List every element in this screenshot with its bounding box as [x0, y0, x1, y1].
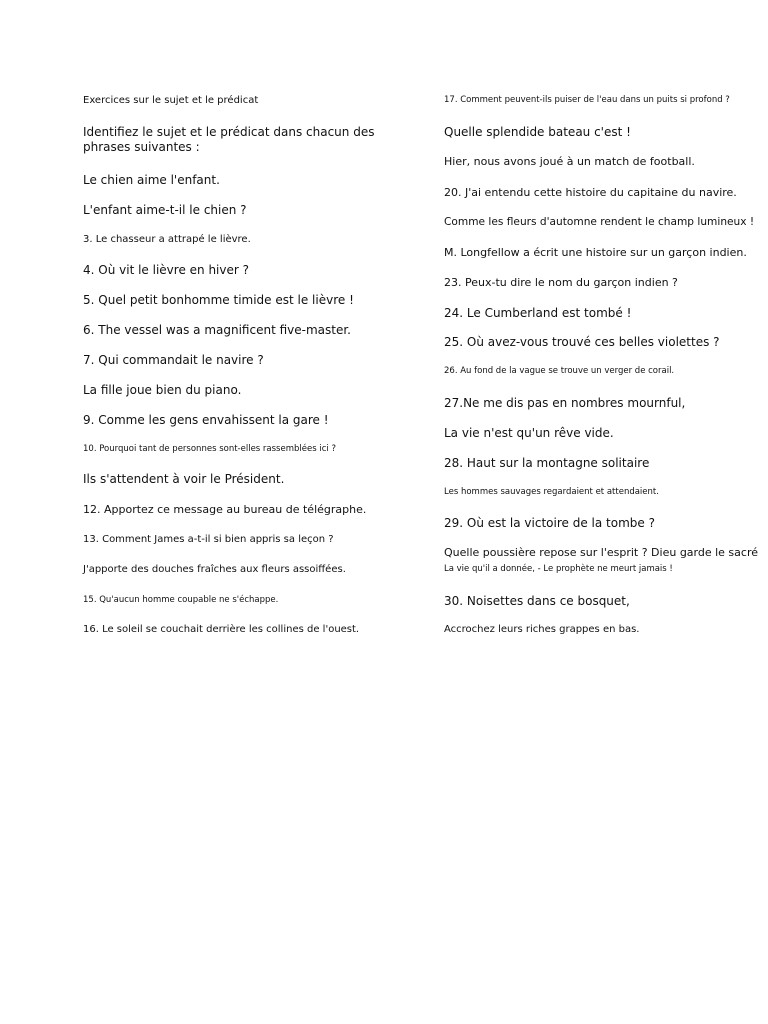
sentence-18: Quelle splendide bateau c'est !: [444, 125, 631, 139]
instructions: Identifiez le sujet et le prédicat dans chacun des phrases suivantes :: [83, 125, 375, 154]
sentence-13: 13. Comment James a-t-il si bien appris sa leçon ?: [83, 534, 334, 545]
sentence-3: 3. Le chasseur a attrapé le lièvre.: [83, 234, 251, 245]
sentence-14: J'apporte des douches fraîches aux fleurs assoiffées.: [83, 564, 346, 575]
sentence-29: 29. Où est la victoire de la tombe ?: [444, 516, 655, 530]
sentence-30b: Accrochez leurs riches grappes en bas.: [444, 624, 640, 635]
sentence-26: 26. Au fond de la vague se trouve un verger de corail.: [444, 366, 675, 376]
sentence-15: 15. Qu'aucun homme coupable ne s'échappe.: [83, 595, 279, 605]
sentence-20: 20. J'ai entendu cette histoire du capitaine du navire.: [444, 186, 737, 199]
sentence-11: Ils s'attendent à voir le Président.: [83, 472, 285, 486]
sentence-28b: Les hommes sauvages regardaient et attendaient.: [444, 487, 659, 497]
sentence-1: Le chien aime l'enfant.: [83, 173, 220, 187]
sentence-28: 28. Haut sur la montagne solitaire: [444, 456, 650, 470]
sentence-2: L'enfant aime-t-il le chien ?: [83, 203, 247, 217]
sentence-5: 5. Quel petit bonhomme timide est le lièvre !: [83, 293, 354, 307]
sentence-12: 12. Apportez ce message au bureau de télégraphe.: [83, 503, 367, 516]
sentence-21: Comme les fleurs d'automne rendent le champ lumineux !: [444, 216, 755, 228]
sentence-23: 23. Peux-tu dire le nom du garçon indien ?: [444, 276, 678, 289]
sentence-4: 4. Où vit le lièvre en hiver ?: [83, 263, 249, 277]
sentence-17: 17. Comment peuvent-ils puiser de l'eau dans un puits si profond ?: [444, 95, 730, 105]
sentence-25: 25. Où avez-vous trouvé ces belles violettes ?: [444, 335, 720, 349]
sentence-19: Hier, nous avons joué à un match de football.: [444, 155, 695, 168]
sentence-16: 16. Le soleil se couchait derrière les collines de l'ouest.: [83, 624, 360, 635]
sentence-22: M. Longfellow a écrit une histoire sur un garçon indien.: [444, 246, 747, 259]
sentence-9: 9. Comme les gens envahissent la gare !: [83, 413, 329, 427]
sentence-8: La fille joue bien du piano.: [83, 383, 242, 397]
sentence-29b: Quelle poussière repose sur l'esprit ? Dieu garde le sacré: [444, 546, 758, 559]
sentence-24: 24. Le Cumberland est tombé !: [444, 306, 632, 320]
sentence-27b: La vie n'est qu'un rêve vide.: [444, 426, 614, 440]
sentence-27: 27.Ne me dis pas en nombres mournful,: [444, 396, 686, 410]
sentence-10: 10. Pourquoi tant de personnes sont-elles rassemblées ici ?: [83, 444, 336, 454]
sentence-30: 30. Noisettes dans ce bosquet,: [444, 594, 630, 608]
sentence-7: 7. Qui commandait le navire ?: [83, 353, 264, 367]
sentence-29c: La vie qu'il a donnée, - Le prophète ne meurt jamais !: [444, 564, 673, 574]
worksheet-title: Exercices sur le sujet et le prédicat: [83, 95, 259, 106]
sentence-6: 6. The vessel was a magnificent five-master.: [83, 323, 351, 337]
